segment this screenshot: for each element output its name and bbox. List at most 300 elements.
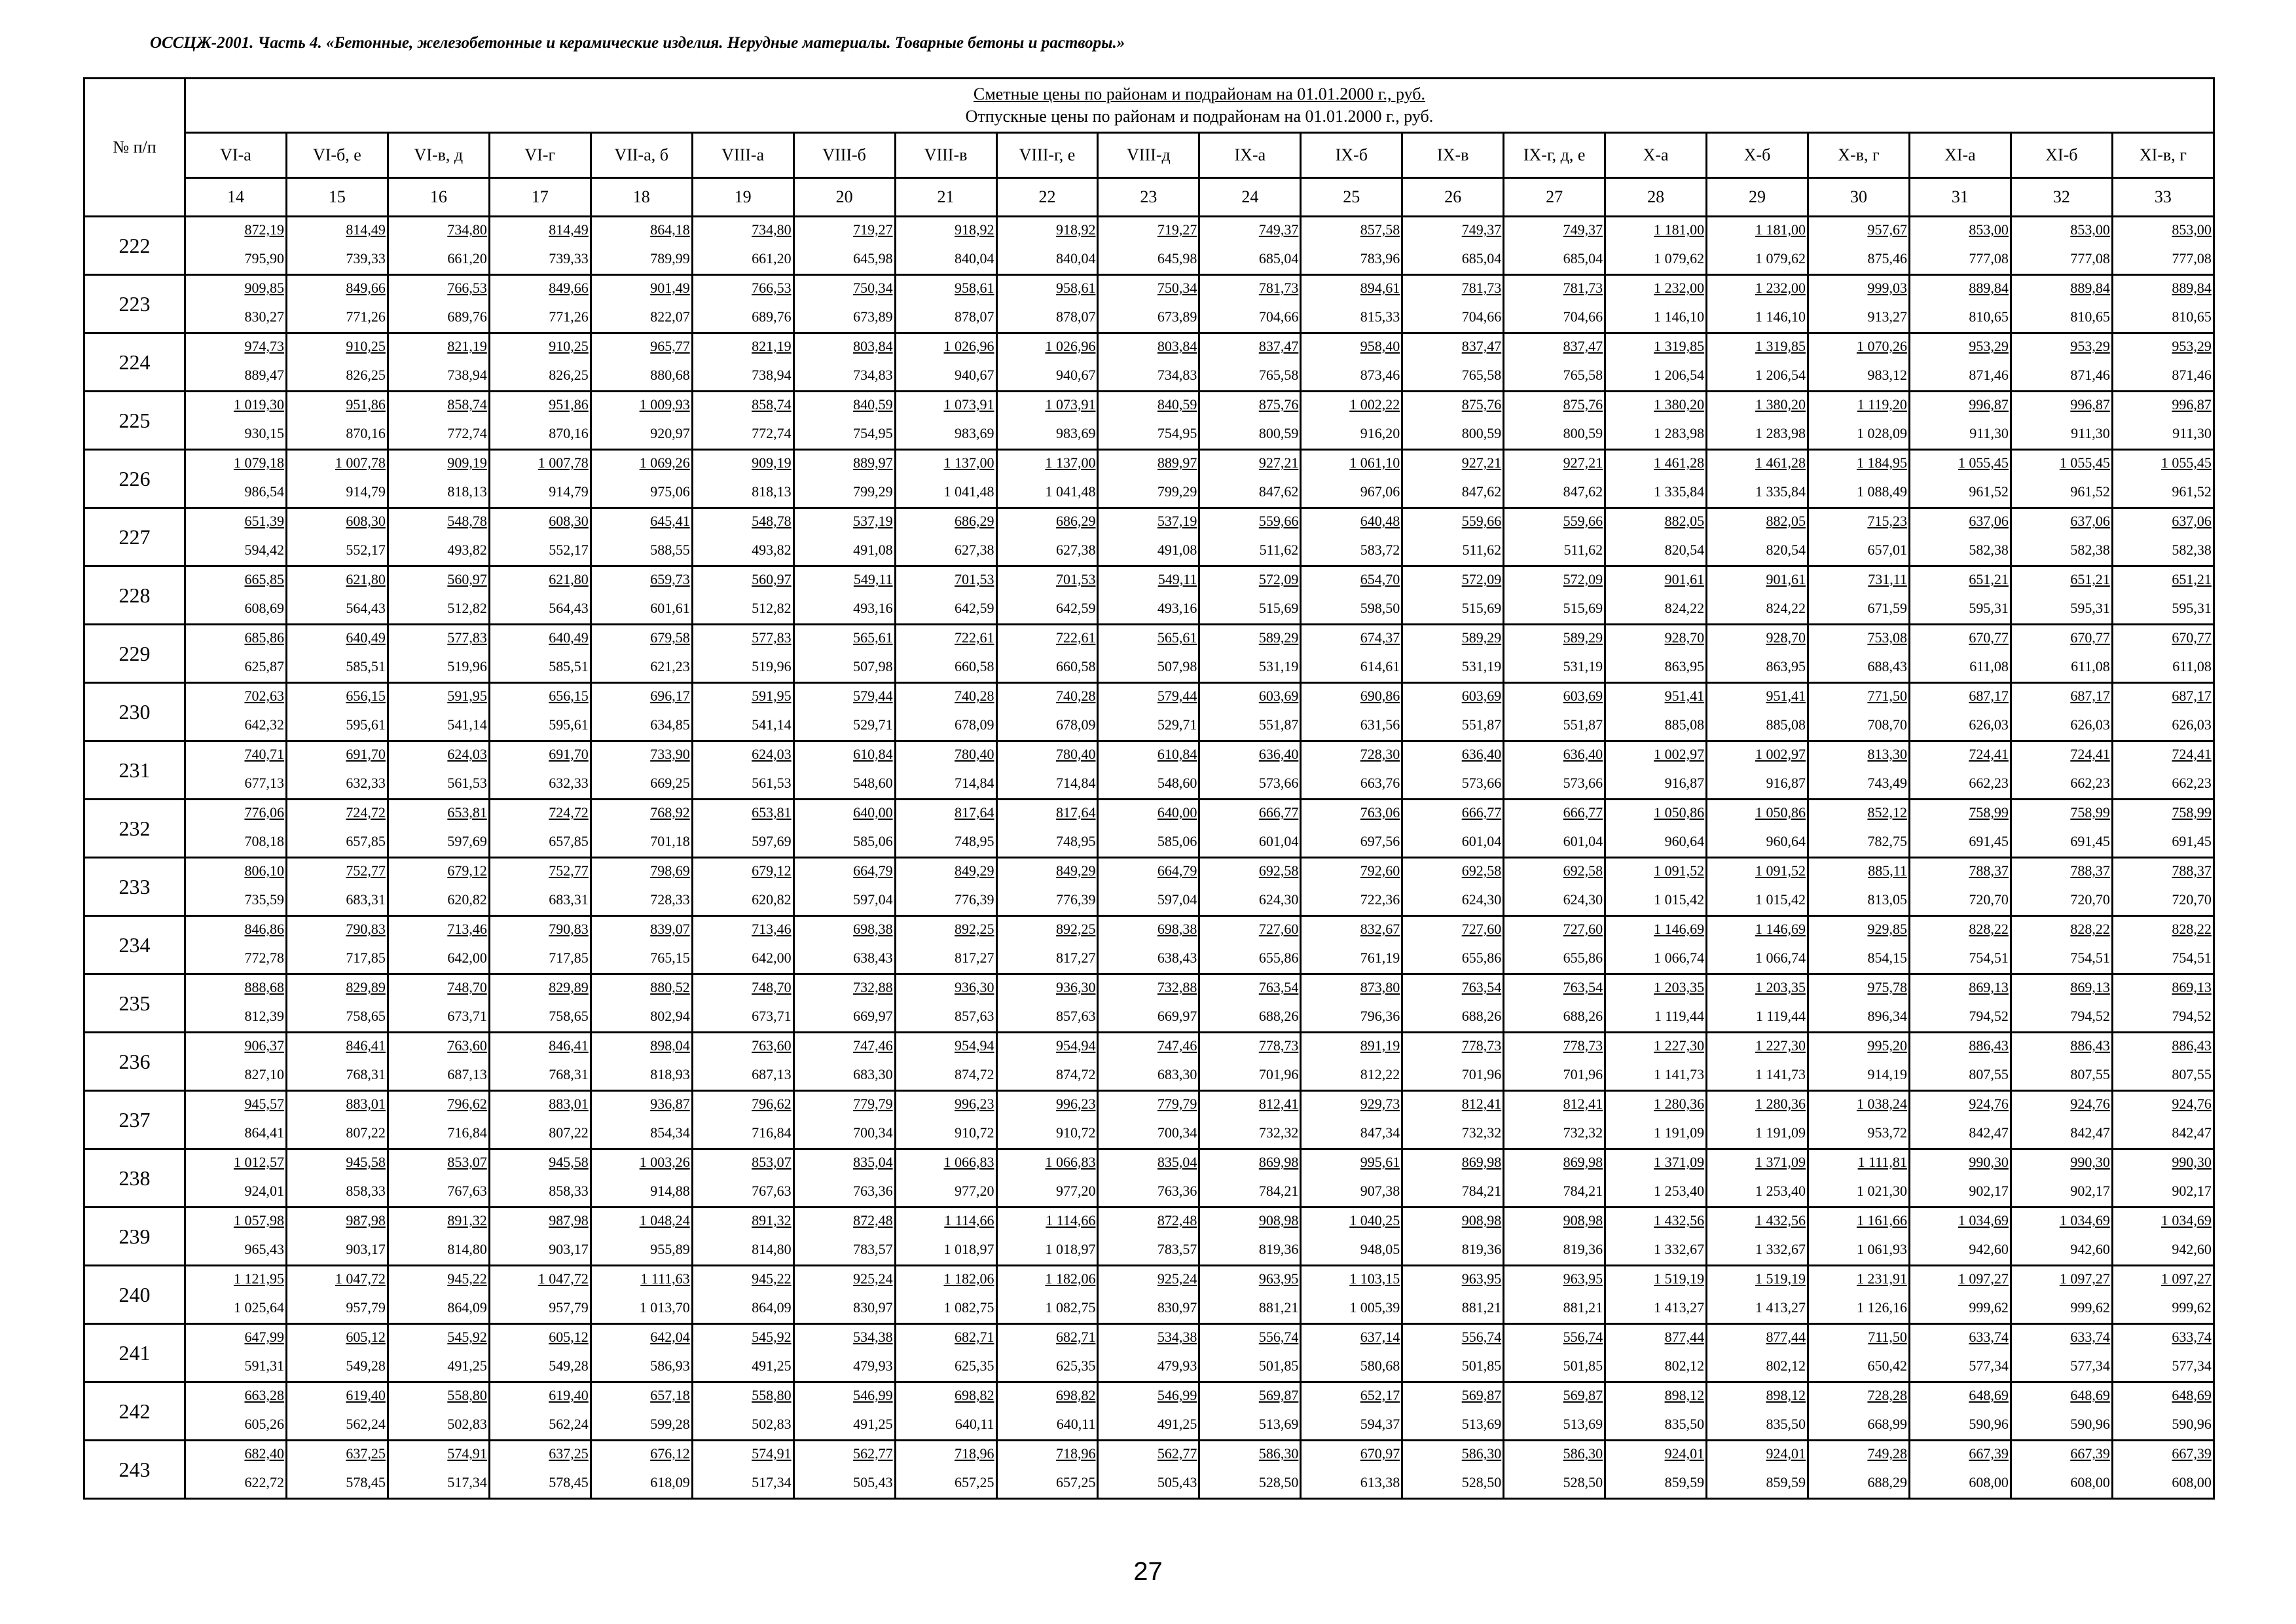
price-cell <box>1402 1441 1504 1499</box>
price-cell <box>1504 392 1605 450</box>
price-cell <box>1808 217 1910 275</box>
estimate-price: 753,08 <box>1867 629 1907 646</box>
release-price: 754,51 <box>1969 950 2009 966</box>
estimate-price: 929,85 <box>1867 921 1907 937</box>
estimate-price: 549,11 <box>853 571 893 587</box>
price-cell <box>388 450 489 508</box>
price-cell <box>1402 566 1504 625</box>
release-price: 717,85 <box>346 950 386 966</box>
release-price: 859,59 <box>1664 1474 1705 1490</box>
price-cell <box>1402 683 1504 741</box>
release-price: 840,04 <box>1055 250 1096 267</box>
price-cell <box>591 1266 692 1324</box>
estimate-price: 886,43 <box>2070 1037 2110 1054</box>
release-price: 513,69 <box>1461 1416 1502 1432</box>
price-cell <box>895 392 996 450</box>
estimate-price: 562,77 <box>853 1445 893 1462</box>
price-cell <box>793 625 895 683</box>
release-price: 585,51 <box>549 658 589 674</box>
release-price: 573,66 <box>1563 775 1603 791</box>
release-price: 597,69 <box>447 833 487 849</box>
estimate-price: 664,79 <box>1157 862 1197 879</box>
release-price: 599,28 <box>650 1416 690 1432</box>
price-cell <box>1808 333 1910 392</box>
estimate-price: 945,58 <box>549 1154 589 1170</box>
estimate-price: 685,86 <box>244 629 284 646</box>
price-cell <box>2011 916 2112 974</box>
price-cell <box>1707 450 1808 508</box>
release-price: 799,29 <box>853 483 893 500</box>
price-cell <box>2011 508 2112 566</box>
price-cell <box>1605 333 1707 392</box>
price-cell <box>1808 800 1910 858</box>
estimate-price: 749,37 <box>1258 221 1299 238</box>
estimate-price: 724,41 <box>1969 746 2009 762</box>
release-price: 777,08 <box>2172 250 2212 267</box>
release-price: 493,16 <box>1157 600 1197 616</box>
price-cell <box>1301 916 1402 974</box>
release-price: 662,23 <box>2172 775 2212 791</box>
price-cell <box>1199 1382 1301 1441</box>
estimate-price: 898,04 <box>650 1037 690 1054</box>
price-cell <box>1605 858 1707 916</box>
price-cell <box>1301 333 1402 392</box>
price-cell <box>692 1266 793 1324</box>
estimate-price: 648,69 <box>2172 1387 2212 1403</box>
release-price: 857,63 <box>1055 1008 1096 1024</box>
release-price: 955,89 <box>650 1241 690 1257</box>
release-price: 493,16 <box>853 600 893 616</box>
price-cell <box>692 625 793 683</box>
price-cell <box>692 1033 793 1091</box>
release-price: 586,93 <box>650 1357 690 1374</box>
estimate-price: 889,84 <box>2172 280 2212 296</box>
release-price: 515,69 <box>1563 600 1603 616</box>
release-price: 1 191,09 <box>1654 1124 1705 1141</box>
estimate-price: 892,25 <box>1055 921 1096 937</box>
release-price: 1 253,40 <box>1755 1183 1806 1199</box>
price-cell <box>895 1208 996 1266</box>
release-price: 511,62 <box>1259 542 1299 558</box>
estimate-price: 640,48 <box>1360 513 1400 529</box>
estimate-price: 605,12 <box>549 1329 589 1345</box>
release-price: 685,04 <box>1461 250 1502 267</box>
release-price: 548,60 <box>853 775 893 791</box>
estimate-price: 545,92 <box>447 1329 487 1345</box>
price-cell <box>591 800 692 858</box>
release-price: 601,61 <box>650 600 690 616</box>
estimate-price: 586,30 <box>1563 1445 1603 1462</box>
estimate-price: 1 111,63 <box>640 1270 690 1287</box>
price-cell <box>1301 1266 1402 1324</box>
price-cell <box>1707 741 1808 800</box>
estimate-price: 852,12 <box>1867 804 1907 821</box>
release-price: 910,72 <box>955 1124 994 1141</box>
price-cell <box>1504 333 1605 392</box>
estimate-price: 814,49 <box>346 221 386 238</box>
price-cell <box>388 1441 489 1499</box>
release-price: 940,67 <box>955 367 994 383</box>
estimate-price: 621,80 <box>346 571 386 587</box>
estimate-price: 958,61 <box>955 280 994 296</box>
price-cell <box>1402 625 1504 683</box>
price-cell <box>895 1091 996 1149</box>
release-price: 551,87 <box>1563 716 1603 733</box>
price-cell <box>388 1091 489 1149</box>
price-cell <box>591 916 692 974</box>
price-cell <box>1808 625 1910 683</box>
price-cell <box>1199 333 1301 392</box>
estimate-price: 780,40 <box>955 746 994 762</box>
price-cell <box>1098 217 1199 275</box>
estimate-price: 758,99 <box>1969 804 2009 821</box>
table-row <box>84 1324 2214 1382</box>
estimate-price: 963,95 <box>1461 1270 1502 1287</box>
estimate-price: 951,41 <box>1664 688 1705 704</box>
estimate-price: 666,77 <box>1461 804 1502 821</box>
release-price: 800,59 <box>1258 425 1299 441</box>
price-cell <box>895 1033 996 1091</box>
release-price: 505,43 <box>1157 1474 1197 1490</box>
price-cell <box>1301 1324 1402 1382</box>
release-price: 493,82 <box>752 542 792 558</box>
estimate-price: 652,17 <box>1360 1387 1400 1403</box>
release-price: 660,58 <box>1055 658 1096 674</box>
estimate-price: 1 073,91 <box>943 396 994 413</box>
estimate-price: 875,76 <box>1461 396 1502 413</box>
price-cell <box>1301 800 1402 858</box>
price-cell <box>692 1149 793 1208</box>
price-cell <box>1909 566 2011 625</box>
zone-header: X-а <box>1605 133 1707 178</box>
estimate-price: 691,70 <box>346 746 386 762</box>
estimate-price: 1 319,85 <box>1654 338 1705 354</box>
release-price: 620,82 <box>447 891 487 908</box>
price-cell <box>1707 683 1808 741</box>
price-cell <box>1909 741 2011 800</box>
release-price: 701,96 <box>1563 1066 1603 1082</box>
estimate-price: 758,99 <box>2070 804 2110 821</box>
price-cell <box>1199 275 1301 333</box>
estimate-price: 849,29 <box>955 862 994 879</box>
estimate-price: 837,47 <box>1461 338 1502 354</box>
estimate-price: 679,12 <box>447 862 487 879</box>
table-row <box>84 392 2214 450</box>
price-cell <box>996 1382 1098 1441</box>
price-cell <box>1808 683 1910 741</box>
release-price: 577,34 <box>2070 1357 2110 1374</box>
release-price: 678,09 <box>955 716 994 733</box>
table-row <box>84 1266 2214 1324</box>
estimate-price: 548,78 <box>447 513 487 529</box>
estimate-price: 963,95 <box>1563 1270 1603 1287</box>
price-cell <box>2112 741 2214 800</box>
release-price: 517,34 <box>752 1474 792 1490</box>
estimate-price: 664,79 <box>853 862 893 879</box>
release-price: 1 021,30 <box>1856 1183 1907 1199</box>
price-cell <box>996 1324 1098 1382</box>
price-cell <box>793 392 895 450</box>
estimate-price: 832,67 <box>1360 921 1400 937</box>
release-price: 826,25 <box>346 367 386 383</box>
price-cell <box>1098 974 1199 1033</box>
release-price: 911,30 <box>2071 425 2110 441</box>
row-number: 226 <box>84 450 185 508</box>
estimate-price: 954,94 <box>1055 1037 1096 1054</box>
price-cell <box>793 1208 895 1266</box>
estimate-price: 999,03 <box>1867 280 1907 296</box>
price-cell <box>1199 1208 1301 1266</box>
release-price: 874,72 <box>1055 1066 1096 1082</box>
price-cell <box>2011 217 2112 275</box>
table-row <box>84 683 2214 741</box>
release-price: 502,83 <box>447 1416 487 1432</box>
price-cell <box>692 1208 793 1266</box>
estimate-price: 1 146,69 <box>1654 921 1705 937</box>
estimate-price: 909,19 <box>752 454 792 471</box>
estimate-price: 788,37 <box>1969 862 2009 879</box>
release-price: 657,01 <box>1867 542 1907 558</box>
release-price: 515,69 <box>1461 600 1502 616</box>
estimate-price: 857,58 <box>1360 221 1400 238</box>
release-price: 1 119,44 <box>1654 1008 1705 1024</box>
release-price: 620,82 <box>752 891 792 908</box>
release-price: 854,34 <box>650 1124 690 1141</box>
price-cell <box>1504 450 1605 508</box>
estimate-price: 692,58 <box>1461 862 1502 879</box>
release-price: 732,32 <box>1563 1124 1603 1141</box>
estimate-price: 924,01 <box>1766 1445 1806 1462</box>
release-price: 817,27 <box>955 950 994 966</box>
release-price: 578,45 <box>549 1474 589 1490</box>
release-price: 1 079,62 <box>1755 250 1806 267</box>
estimate-price: 1 519,19 <box>1654 1270 1705 1287</box>
release-price: 875,46 <box>1867 250 1907 267</box>
estimate-price: 918,92 <box>955 221 994 238</box>
release-price: 854,15 <box>1867 950 1907 966</box>
price-cell <box>1707 1033 1808 1091</box>
price-cell <box>1098 566 1199 625</box>
release-price: 1 141,73 <box>1755 1066 1806 1082</box>
release-price: 777,08 <box>2070 250 2110 267</box>
release-price: 864,09 <box>752 1299 792 1316</box>
price-cell <box>1605 683 1707 741</box>
row-number: 240 <box>84 1266 185 1324</box>
estimate-price: 1 461,28 <box>1755 454 1806 471</box>
price-cell <box>1605 1382 1707 1441</box>
column-number: 31 <box>1909 178 2011 217</box>
release-price: 716,84 <box>752 1124 792 1141</box>
estimate-price: 886,43 <box>1969 1037 2009 1054</box>
estimate-price: 1 203,35 <box>1654 979 1705 995</box>
estimate-price: 558,80 <box>447 1387 487 1403</box>
release-price: 720,70 <box>1969 891 2009 908</box>
estimate-price: 909,85 <box>244 280 284 296</box>
release-price: 594,37 <box>1360 1416 1400 1432</box>
price-cell <box>1808 1033 1910 1091</box>
price-cell <box>2112 1441 2214 1499</box>
release-price: 528,50 <box>1563 1474 1603 1490</box>
column-number-row <box>84 178 2214 217</box>
price-cell <box>1707 1149 1808 1208</box>
release-price: 650,42 <box>1867 1357 1907 1374</box>
estimate-price: 758,99 <box>2172 804 2212 821</box>
price-cell <box>996 450 1098 508</box>
price-cell <box>286 217 388 275</box>
estimate-price: 534,38 <box>853 1329 893 1345</box>
release-price: 767,63 <box>752 1183 792 1199</box>
release-price: 660,58 <box>955 658 994 674</box>
release-price: 1 028,09 <box>1856 425 1907 441</box>
release-price: 511,62 <box>1563 542 1603 558</box>
release-price: 561,53 <box>447 775 487 791</box>
estimate-price: 924,76 <box>2172 1096 2212 1112</box>
zone-header: IX-б <box>1301 133 1402 178</box>
price-cell <box>1098 1382 1199 1441</box>
estimate-price: 918,92 <box>1055 221 1096 238</box>
price-cell <box>1808 741 1910 800</box>
release-price: 783,57 <box>853 1241 893 1257</box>
release-price: 716,84 <box>447 1124 487 1141</box>
estimate-price: 853,07 <box>447 1154 487 1170</box>
price-cell <box>996 974 1098 1033</box>
estimate-price: 796,62 <box>752 1096 792 1112</box>
price-cell <box>2011 1091 2112 1149</box>
release-price: 739,33 <box>549 250 589 267</box>
column-number: 20 <box>793 178 895 217</box>
release-price: 689,76 <box>447 308 487 325</box>
release-price: 767,63 <box>447 1183 487 1199</box>
price-cell <box>1301 1149 1402 1208</box>
release-price: 858,33 <box>549 1183 589 1199</box>
price-cell <box>388 275 489 333</box>
estimate-price: 910,25 <box>549 338 589 354</box>
price-cell <box>1909 683 2011 741</box>
estimate-price: 537,19 <box>1157 513 1197 529</box>
estimate-price: 901,61 <box>1664 571 1705 587</box>
price-cell <box>793 1441 895 1499</box>
row-number: 235 <box>84 974 185 1033</box>
price-cell <box>286 333 388 392</box>
estimate-price: 1 048,24 <box>639 1212 690 1228</box>
estimate-price: 766,53 <box>752 280 792 296</box>
row-number: 222 <box>84 217 185 275</box>
estimate-price: 749,37 <box>1461 221 1502 238</box>
release-price: 914,79 <box>346 483 386 500</box>
estimate-price: 651,21 <box>2070 571 2110 587</box>
release-price: 763,36 <box>1157 1183 1197 1199</box>
price-cell <box>489 741 591 800</box>
price-cell <box>2112 450 2214 508</box>
release-price: 669,97 <box>853 1008 893 1024</box>
price-cell <box>692 566 793 625</box>
estimate-price: 780,40 <box>1055 746 1096 762</box>
price-cell <box>996 625 1098 683</box>
release-price: 673,89 <box>853 308 893 325</box>
release-price: 1 283,98 <box>1755 425 1806 441</box>
price-cell <box>2011 450 2112 508</box>
release-price: 880,68 <box>650 367 690 383</box>
price-cell <box>388 1033 489 1091</box>
release-price: 871,46 <box>2070 367 2110 383</box>
release-price: 501,85 <box>1461 1357 1502 1374</box>
release-price: 700,34 <box>853 1124 893 1141</box>
price-cell <box>1605 450 1707 508</box>
release-price: 812,39 <box>244 1008 284 1024</box>
release-price: 754,51 <box>2070 950 2110 966</box>
price-cell <box>1098 1091 1199 1149</box>
estimate-price: 640,00 <box>853 804 893 821</box>
release-price: 528,50 <box>1258 1474 1299 1490</box>
estimate-price: 676,12 <box>650 1445 690 1462</box>
release-price: 491,25 <box>752 1357 792 1374</box>
release-price: 807,55 <box>2070 1066 2110 1082</box>
price-cell <box>1098 1149 1199 1208</box>
estimate-price: 954,94 <box>955 1037 994 1054</box>
price-cell <box>793 741 895 800</box>
release-price: 1 018,97 <box>1045 1241 1096 1257</box>
estimate-price: 603,69 <box>1563 688 1603 704</box>
column-number: 28 <box>1605 178 1707 217</box>
release-price: 551,87 <box>1461 716 1502 733</box>
release-price: 662,23 <box>2070 775 2110 791</box>
estimate-price: 732,88 <box>1157 979 1197 995</box>
price-cell <box>1402 1208 1504 1266</box>
release-price: 519,96 <box>447 658 487 674</box>
estimate-price: 763,60 <box>752 1037 792 1054</box>
release-price: 697,56 <box>1360 833 1400 849</box>
estimate-price: 1 026,96 <box>943 338 994 354</box>
estimate-price: 779,79 <box>1157 1096 1197 1112</box>
release-price: 812,22 <box>1360 1066 1400 1082</box>
release-price: 1 119,44 <box>1755 1008 1806 1024</box>
release-price: 903,17 <box>346 1241 386 1257</box>
estimate-price: 734,80 <box>752 221 792 238</box>
estimate-price: 1 203,35 <box>1755 979 1806 995</box>
release-price: 631,56 <box>1360 716 1400 733</box>
price-cell <box>793 858 895 916</box>
price-cell <box>286 275 388 333</box>
estimate-price: 1 227,30 <box>1654 1037 1705 1054</box>
estimate-price: 875,76 <box>1258 396 1299 413</box>
row-number: 238 <box>84 1149 185 1208</box>
estimate-price: 740,28 <box>955 688 994 704</box>
release-price: 763,36 <box>853 1183 893 1199</box>
price-cell <box>1707 508 1808 566</box>
estimate-price: 1 137,00 <box>1045 454 1096 471</box>
estimate-price: 645,41 <box>650 513 690 529</box>
estimate-price: 875,76 <box>1563 396 1603 413</box>
table-row <box>84 333 2214 392</box>
estimate-price: 636,40 <box>1563 746 1603 762</box>
price-cell <box>793 333 895 392</box>
price-cell <box>1909 1208 2011 1266</box>
estimate-price: 813,30 <box>1867 746 1907 762</box>
estimate-price: 577,83 <box>752 629 792 646</box>
release-price: 902,17 <box>2172 1183 2212 1199</box>
release-price: 783,57 <box>1157 1241 1197 1257</box>
price-cell <box>895 858 996 916</box>
column-number: 27 <box>1504 178 1605 217</box>
estimate-price: 637,14 <box>1360 1329 1400 1345</box>
price-cell <box>895 1441 996 1499</box>
release-price: 783,96 <box>1360 250 1400 267</box>
price-cell <box>489 625 591 683</box>
release-price: 914,79 <box>549 483 589 500</box>
price-cell <box>1707 566 1808 625</box>
price-cell <box>692 1382 793 1441</box>
release-price: 881,21 <box>1461 1299 1502 1316</box>
